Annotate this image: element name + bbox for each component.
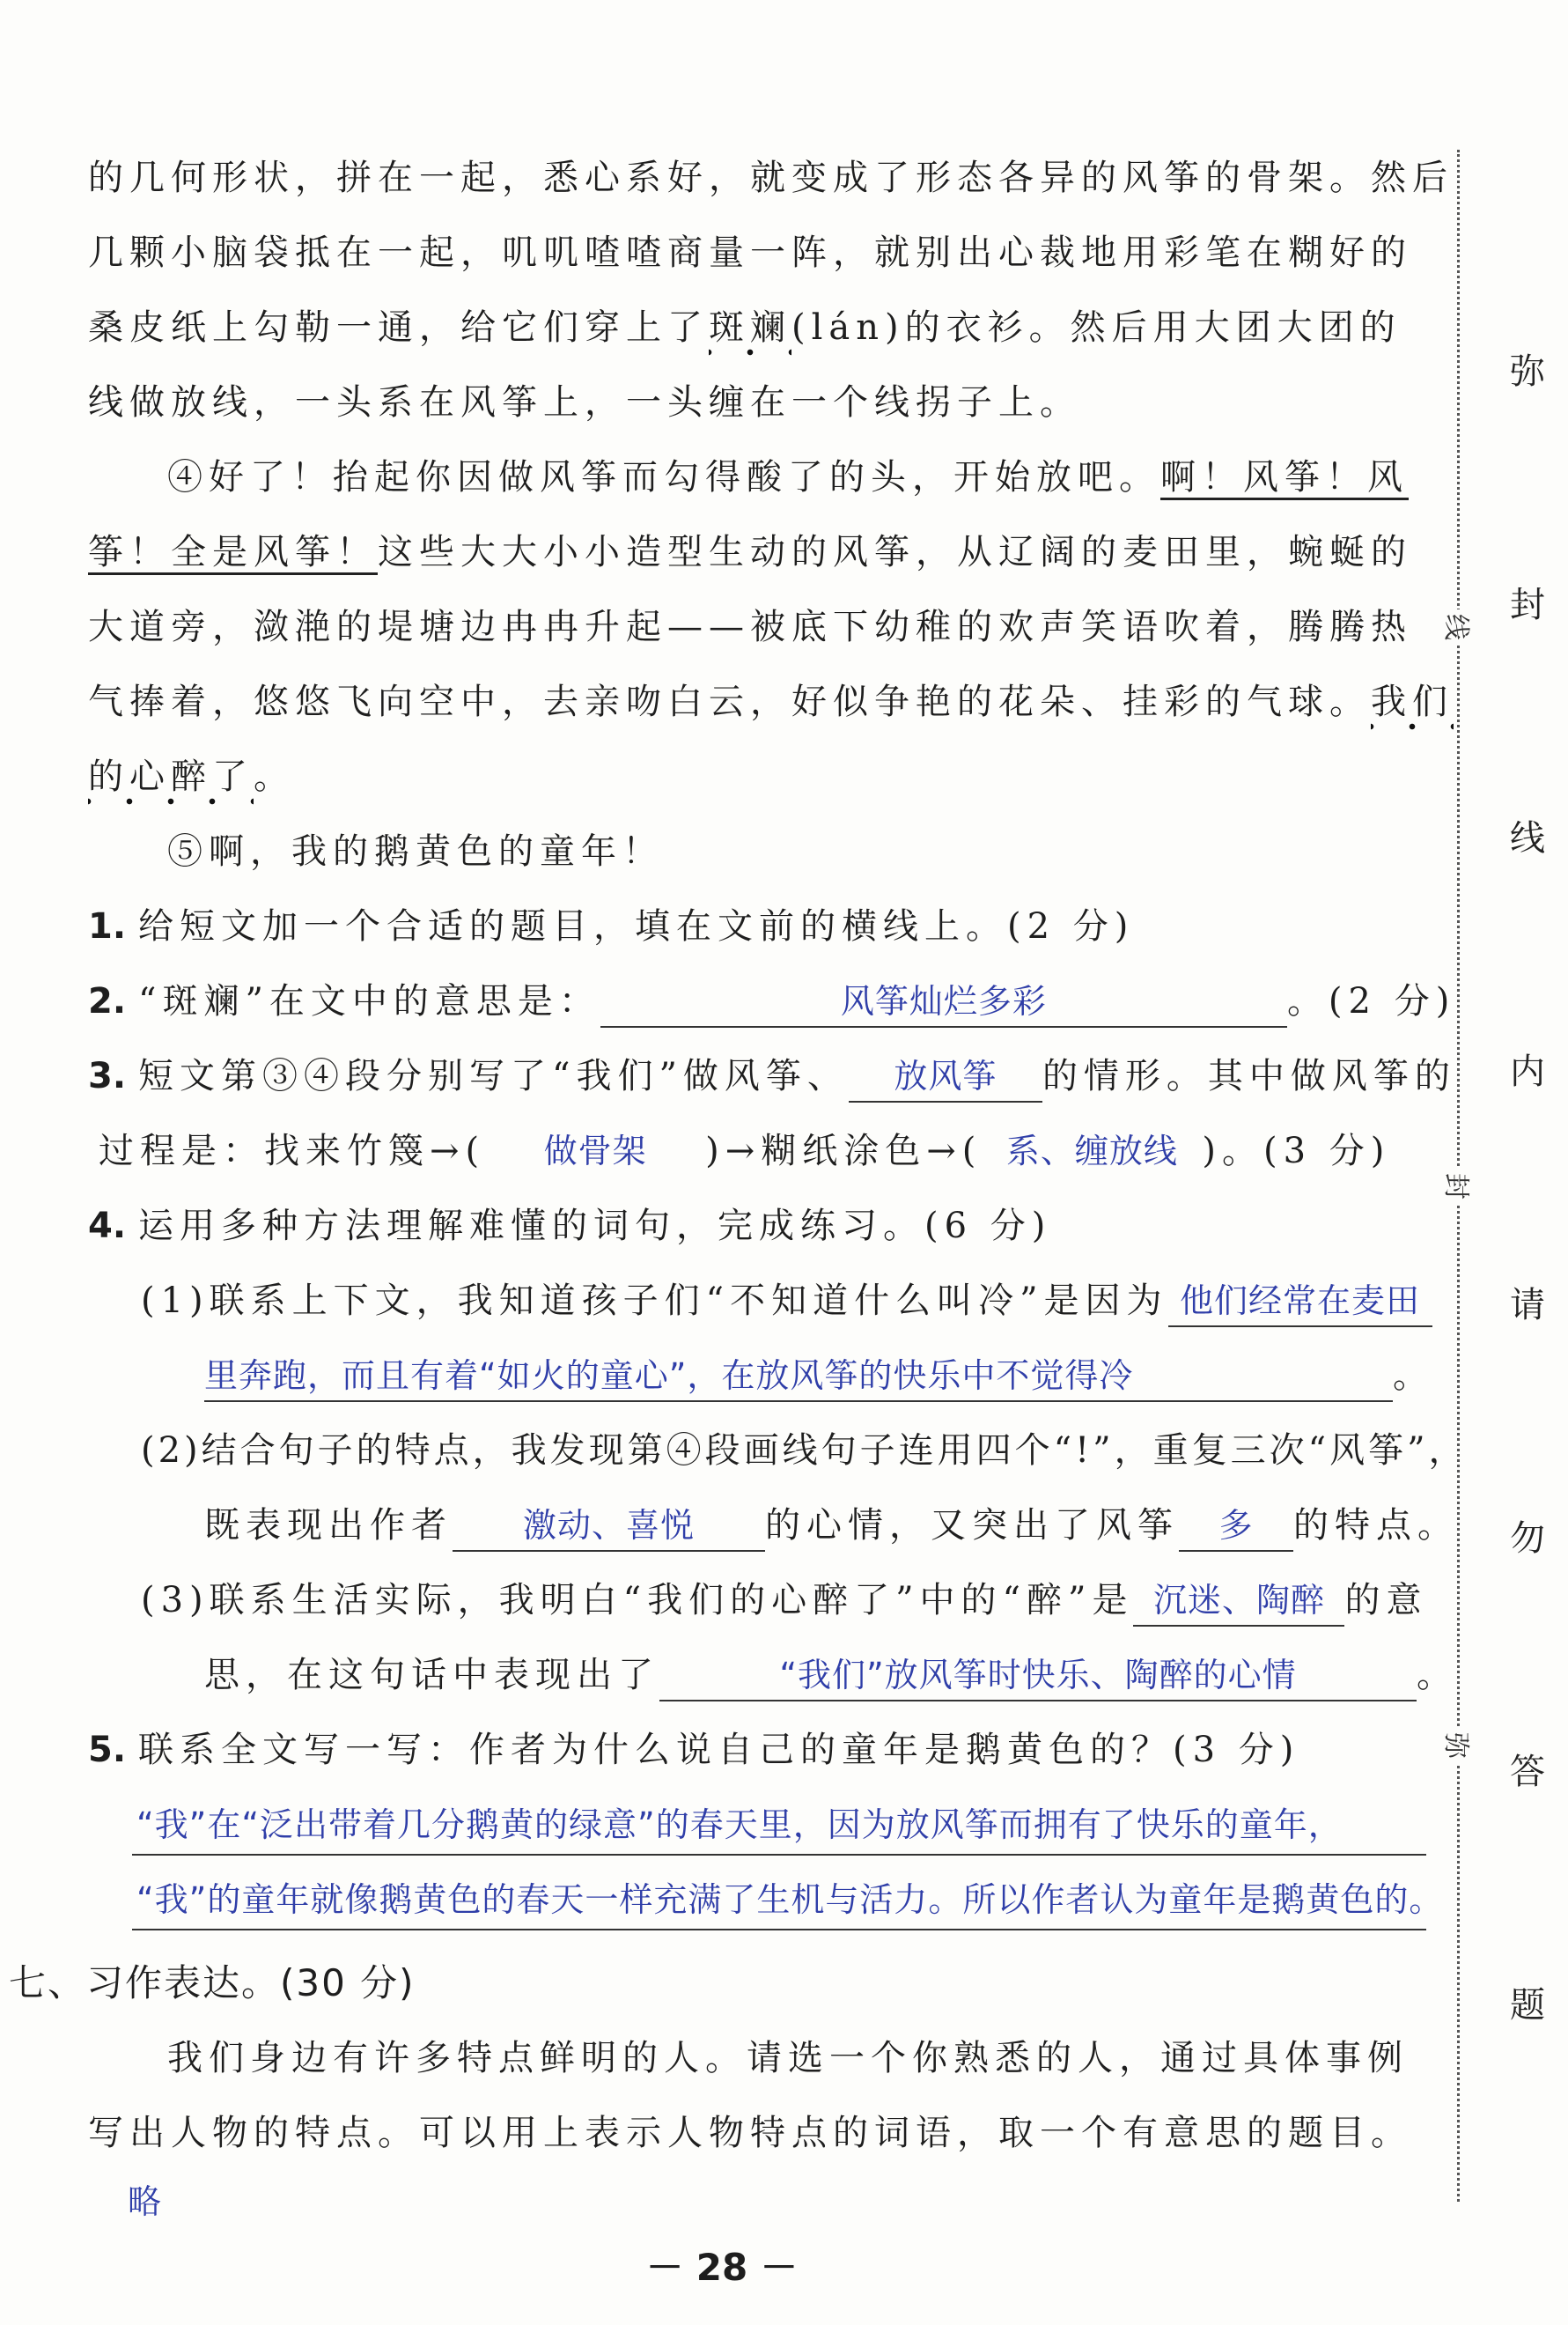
question-text: )。(3 分) [1202, 1131, 1391, 1171]
question-text: 的心情，又突出了风筝 [765, 1505, 1179, 1546]
question-number: 5. [88, 1730, 127, 1770]
question-4-3 [141, 1574, 1428, 1627]
answer-text: “我”在“泛出带着几分鹅黄的绿意”的春天里，因为放风筝而拥有了快乐的童年， [136, 1805, 1343, 1844]
side-notice-char: 内 [1510, 1052, 1545, 1092]
passage-line [167, 825, 1422, 878]
writing-prompt [88, 2107, 1422, 2159]
question-number: 4. [88, 1206, 127, 1246]
question-4-2-line-2 [204, 1499, 1459, 1552]
question-4-2 [141, 1424, 1468, 1477]
passage-text: 。 [254, 757, 295, 797]
answer-blank[interactable] [1168, 1276, 1432, 1327]
question-number: 3. [88, 1056, 127, 1096]
section-title: 七、习作表达。(30 分) [9, 1961, 416, 2004]
seal-line-char: 封 [1439, 1169, 1478, 1204]
answer-text: 多 [1218, 1506, 1254, 1545]
question-text: 运用多种方法理解难懂的词句，完成练习。(6 分) [138, 1206, 1052, 1246]
question-text: 。 [1393, 1355, 1434, 1396]
passage-line [88, 526, 1422, 579]
answer-text: 激动、喜悦 [522, 1506, 695, 1545]
passage-text: 桑皮纸上勾勒一通，给它们穿上了 [88, 307, 709, 348]
question-text: (1)联系上下文，我知道孩子们“不知道什么叫冷”是因为 [141, 1281, 1168, 1321]
answer-text: 放风筝 [894, 1057, 997, 1096]
side-notice-char: 勿 [1510, 1518, 1545, 1559]
passage-text: ④好了！抬起你因做风筝而勾得酸了的头，开始放吧。 [167, 457, 1160, 498]
answer-text[interactable]: 做骨架 [543, 1132, 647, 1170]
question-2 [88, 975, 1456, 1028]
side-notice-char: 线 [1510, 818, 1545, 859]
passage-line [88, 151, 1454, 204]
side-notice-char: 请 [1510, 1285, 1545, 1325]
question-text: 短文第③④段分别写了“我们”做风筝、 [138, 1056, 849, 1096]
page-number: － 28 － [646, 2246, 798, 2289]
question-text: )→糊纸涂色→( [705, 1131, 983, 1171]
answer-blank[interactable] [849, 1052, 1042, 1103]
question-text: “斑斓”在文中的意思是： [138, 981, 600, 1022]
question-text: 既表现出作者 [204, 1505, 453, 1546]
question-text: (2)结合句子的特点，我发现第④段画线句子连用四个“!”，重复三次“风筝”， [141, 1430, 1468, 1471]
question-3-line-2 [99, 1125, 1432, 1177]
question-number: 2. [88, 981, 127, 1022]
question-text: 。 [1417, 1655, 1458, 1695]
question-5-answer-line-2[interactable] [136, 1873, 1444, 1926]
passage-text: 的几何形状，拼在一起，悉心系好，就变成了形态各异的风筝的骨架。然后 [88, 158, 1454, 198]
question-1 [88, 900, 1422, 953]
passage-line [88, 601, 1422, 653]
passage-text: 气捧着，悠悠飞向空中，去亲吻白云，好似争艳的花朵、挂彩的气球。 [88, 682, 1371, 722]
side-notice-char: 弥 [1510, 351, 1545, 392]
question-text: 过程是：找来竹篾→( [99, 1131, 486, 1171]
answer-text: 里奔跑，而且有着“如火的童心”，在放风筝的快乐中不觉得冷 [204, 1356, 1134, 1395]
answer-text: “我”的童年就像鹅黄色的春天一样充满了生机与活力。所以作者认为童年是鹅黄色的。 [136, 1880, 1444, 1919]
answer-blank[interactable] [1133, 1576, 1344, 1627]
answer-underline [132, 1854, 1426, 1856]
question-text: 联系全文写一写：作者为什么说自己的童年是鹅黄色的？(3 分) [138, 1730, 1300, 1770]
answer-blank[interactable] [204, 1351, 1393, 1402]
answer-text: 风筝灿烂多彩 [840, 982, 1047, 1021]
answer-underline [132, 1929, 1426, 1930]
answer-text: 略 [128, 2182, 163, 2221]
passage-text: (lán)的衣衫。然后用大团大团的 [791, 307, 1402, 348]
seal-line-char: 弥 [1439, 1728, 1478, 1763]
passage-text: 这些大大小小造型生动的风筝，从辽阔的麦田里，蜿蜒的 [378, 532, 1412, 572]
answer-text[interactable]: 系、缠放线 [1005, 1132, 1178, 1170]
prompt-text: 写出人物的特点。可以用上表示人物特点的词语，取一个有意思的题目。 [88, 2113, 1412, 2153]
question-5 [88, 1723, 1422, 1776]
passage-line [88, 226, 1422, 279]
question-number: 1. [88, 906, 127, 947]
passage-text: 大道旁，潋滟的堤塘边冉冉升起——被底下幼稚的欢声笑语吹着，腾腾热 [88, 607, 1412, 647]
question-4-1-line-2 [204, 1349, 1434, 1402]
question-text: 给短文加一个合适的题目，填在文前的横线上。(2 分) [138, 906, 1135, 947]
dotted-word: 我们 [1371, 682, 1454, 733]
passage-line [167, 451, 1422, 504]
underlined-sentence: 筝！全是风筝！ [88, 532, 378, 575]
passage-text: 几颗小脑袋抵在一起，叽叽喳喳商量一阵，就别出心裁地用彩笔在糊好的 [88, 232, 1412, 273]
passage-line [88, 376, 1422, 429]
writing-prompt [167, 2032, 1422, 2085]
question-text: 的特点。 [1293, 1505, 1459, 1546]
passage-text: ⑤啊，我的鹅黄色的童年！ [167, 831, 664, 872]
answer-blank[interactable] [600, 977, 1287, 1028]
seal-line-char: 线 [1439, 609, 1478, 645]
underlined-sentence: 啊！风筝！风 [1160, 457, 1409, 500]
answer-blank[interactable] [659, 1650, 1417, 1701]
question-text: (3)联系生活实际，我明白“我们的心醉了”中的“醉”是 [141, 1580, 1134, 1620]
question-4-3-line-2 [204, 1649, 1458, 1701]
answer-text: 他们经常在麦田 [1180, 1281, 1421, 1320]
answer-text: 沉迷、陶醉 [1152, 1581, 1325, 1620]
question-text: 的意 [1344, 1580, 1428, 1620]
passage-line [88, 301, 1422, 354]
side-notice-char: 题 [1510, 1985, 1545, 2026]
side-notice-char: 答 [1510, 1752, 1545, 1792]
question-text: 的情形。其中做风筝的 [1042, 1056, 1456, 1096]
question-3 [88, 1050, 1456, 1103]
passage-line [88, 750, 1422, 803]
answer-blank[interactable] [453, 1501, 765, 1552]
question-text: 。(2 分) [1286, 981, 1456, 1022]
dotted-word: 斑斓 [709, 307, 791, 358]
question-text: 思，在这句话中表现出了 [204, 1655, 659, 1695]
writing-answer[interactable] [128, 2175, 1461, 2228]
passage-text: 线做放线，一头系在风筝上，一头缠在一个线拐子上。 [88, 382, 1081, 423]
dotted-word: 的心醉了 [88, 757, 254, 808]
answer-blank[interactable] [1179, 1501, 1293, 1552]
question-4-1 [141, 1274, 1422, 1327]
side-notice-char: 封 [1510, 585, 1545, 625]
prompt-text: 我们身边有许多特点鲜明的人。请选一个你熟悉的人，通过具体事例 [167, 2038, 1409, 2078]
answer-text: “我们”放风筝时快乐、陶醉的心情 [779, 1656, 1297, 1694]
question-5-answer-line-1[interactable] [136, 1798, 1422, 1851]
passage-line [88, 675, 1454, 728]
question-4 [88, 1199, 1422, 1252]
